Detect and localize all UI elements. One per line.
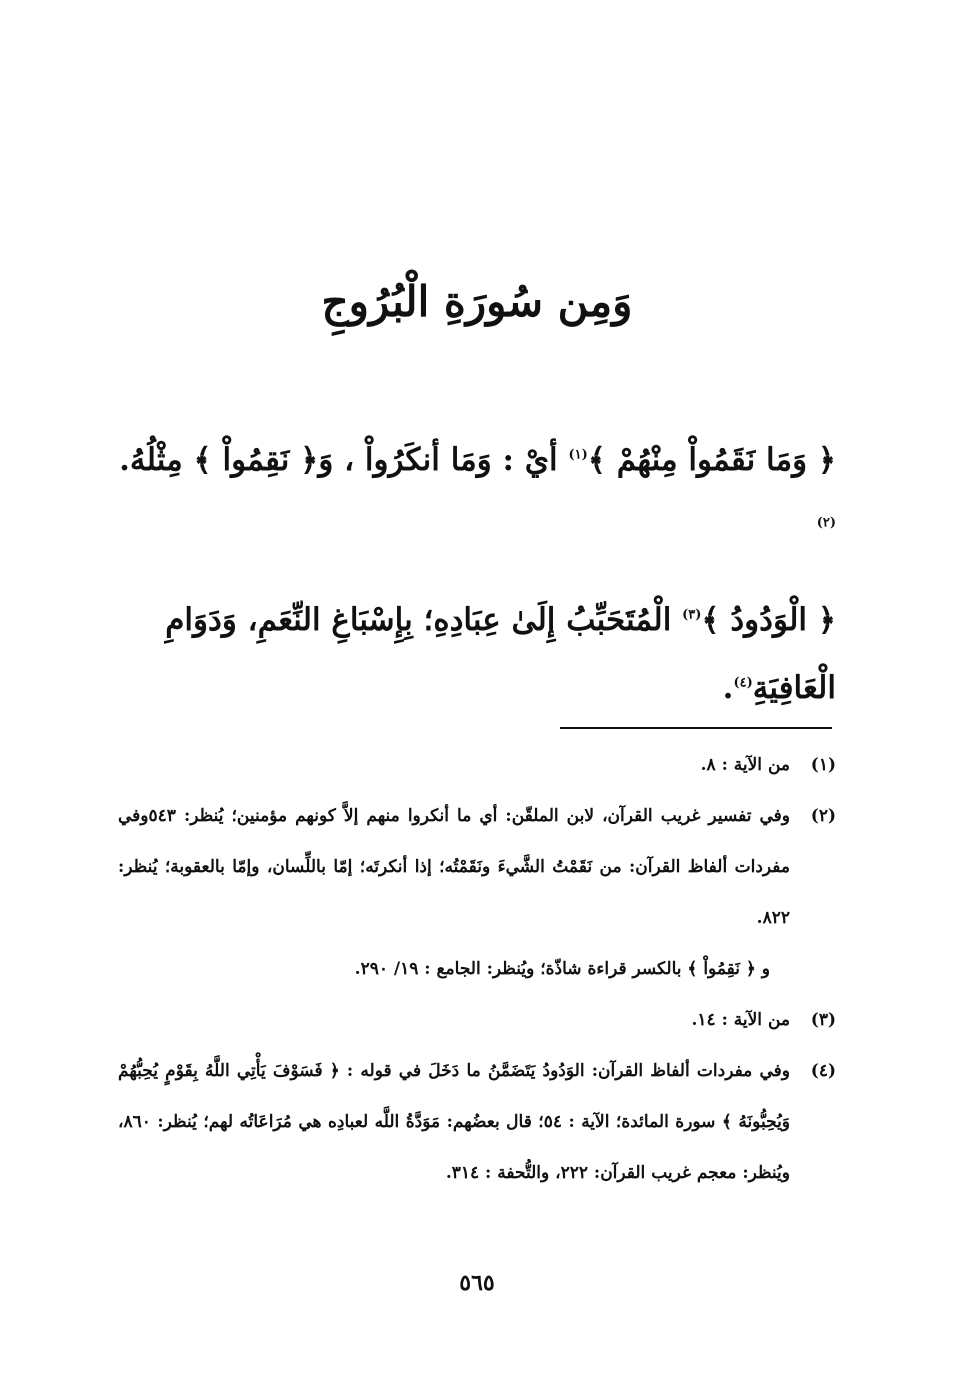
footnote-text: من الآية : ١٤. [691, 1010, 790, 1030]
footnote-ref: (٤) [733, 675, 753, 691]
footnote-separator [560, 727, 832, 729]
footnote-number: (١) [810, 755, 836, 775]
footnote-ref: (١) [568, 447, 588, 463]
commentary-text: الْمُتَحَبِّبُ إِلَىٰ عِبَادِهِ؛ بِإِسْبَاغِ النِّعَمِ، وَدَوَامِ الْعَافِيَةِ [165, 602, 836, 706]
paragraph-wadud [118, 586, 836, 722]
footnote-number: (٤) [810, 1061, 836, 1081]
commentary-text: مِثْلُهُ. [119, 442, 194, 478]
commentary-text: أيْ : وَمَا أنكَرُواْ ، وَ [318, 442, 569, 478]
footnote-text: وفي تفسير غريب القرآن، لابن الملقّن: أي ما أنكروا منهم إلاَّ كونهم مؤمنين؛ يُنظر: ٥٤٣وفي مفردات ألفاظ القرآن: من نَقَمْتُ الشَّيءَ ونَقَمْتُه؛ إذا أنكرتَه؛ إمّا باللِّسان، وإمّا بالعقوبة؛ يُنظر: ٨٢٢. [118, 806, 790, 928]
footnote-1 [118, 740, 836, 791]
paragraph-naqamu [118, 426, 836, 562]
footnote-2 [118, 791, 836, 944]
quran-quote: ﴿ وَمَا نَقَمُواْ مِنْهُمْ ﴾ [587, 442, 836, 478]
footnote-2-continuation: و ﴿ نَقِمُواْ ﴾ بالكسر قراءة شاذّة؛ ويُنظر: الجامع : ١٩/ ٢٩٠. [354, 959, 770, 979]
quran-quote: ﴿ نَقِمُواْ ﴾ [193, 442, 319, 478]
footnote-4 [118, 1046, 836, 1199]
quran-quote: ﴿ الْوَدُودُ ﴾ [701, 602, 836, 638]
page-number: ٥٦٥ [459, 1270, 495, 1296]
footnotes [118, 740, 836, 1199]
footnote-text: وفي مفردات ألفاظ القرآن: الوَدُودُ يَتَضَمَّنُ ما دَخَلَ في قوله : ﴿ فَسَوْفَ يَأْتِي اللَّهُ بِقَوْمٍ يُحِبُّهُمْ وَيُحِبُّونَهُ ﴾ سورة المائدة؛ الآية : ٥٤؛ قال بعضُهم: مَوَدَّةُ اللَّه لعبادِه هي مُرَاعَاتُه لهم؛ يُنظر: ٨٦٠، ويُنظر: معجم غريب القرآن: ٢٢٢، والتُّحفة : ٣١٤. [118, 1061, 791, 1183]
surah-title: وَمِن سُورَةِ الْبُرُوجِ [321, 277, 633, 326]
footnote-text: من الآية : ٨. [700, 755, 790, 775]
footnote-ref: (٣) [682, 607, 702, 623]
footnote-number: (٣) [810, 1010, 836, 1030]
commentary-text: . [722, 670, 734, 706]
footnote-3 [118, 995, 836, 1046]
footnote-number: (٢) [810, 806, 836, 826]
footnote-ref: (٢) [816, 515, 836, 531]
